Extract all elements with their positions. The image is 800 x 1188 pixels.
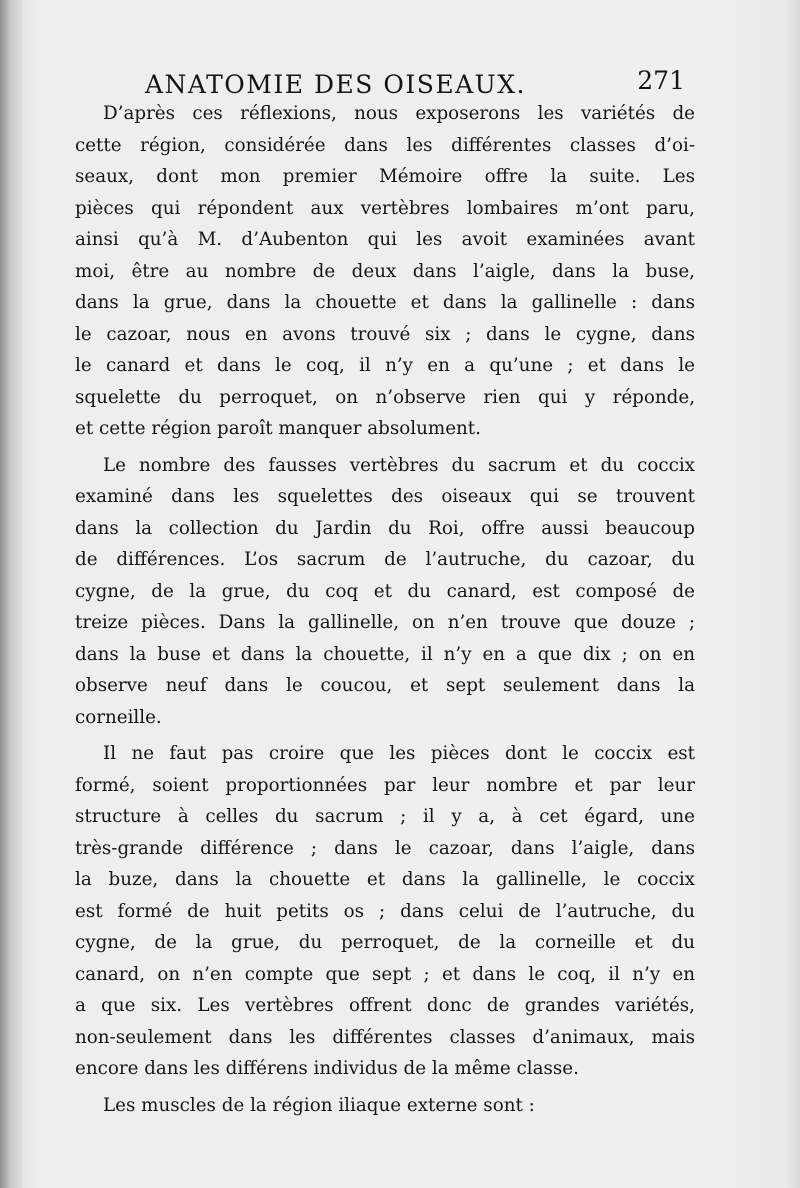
text-line: Le nombre des fausses vertèbres du sacrum et du coccix xyxy=(103,454,695,476)
paragraph-3 xyxy=(75,738,695,1085)
page-number: 271 xyxy=(637,66,685,95)
paragraph-2 xyxy=(75,450,695,734)
page-edge-shadow xyxy=(786,0,800,1188)
text-line: examiné dans les squelettes des oiseaux qui se trouvent xyxy=(75,486,695,507)
page-gutter xyxy=(0,0,22,1188)
body-text xyxy=(75,98,695,1121)
text-line: le canard et dans le coq, il n’y en a qu’une ; et dans le xyxy=(75,355,695,376)
text-line: corneille. xyxy=(75,706,162,728)
text-line: D’après ces réflexions, nous exposerons les variétés de xyxy=(103,103,695,124)
paragraph-4 xyxy=(75,1090,695,1122)
text-line: cygne, de la grue, du perroquet, de la corneille et du xyxy=(75,932,695,953)
paragraph-1 xyxy=(75,98,695,445)
text-line: canard, on n’en compte que sept ; et dans le coq, il n’y en xyxy=(75,963,695,985)
text-line: de différences. L’os sacrum de l’autruche, du cazoar, du xyxy=(75,549,695,570)
text-line: dans la collection du Jardin du Roi, offre aussi beaucoup xyxy=(75,517,695,539)
text-line: cette région, considérée dans les différentes classes d’oi- xyxy=(75,134,695,156)
text-line: encore dans les différens individus de la même classe. xyxy=(75,1058,579,1079)
text-line: a que six. Les vertèbres offrent donc de grandes variétés, xyxy=(75,995,695,1016)
text-line: formé, soient proportionnées par leur nombre et par leur xyxy=(75,774,695,796)
text-line: le cazoar, nous en avons trouvé six ; dans le cygne, dans xyxy=(75,323,695,345)
text-line: structure à celles du sacrum ; il y a, à cet égard, une xyxy=(75,806,695,827)
text-line: seaux, dont mon premier Mémoire offre la suite. Les xyxy=(75,166,695,187)
text-line: moi, être au nombre de deux dans l’aigle, dans la buse, xyxy=(75,260,695,282)
text-line: est formé de huit petits os ; dans celui de l’autruche, du xyxy=(75,900,695,922)
text-line: dans la grue, dans la chouette et dans la gallinelle : dans xyxy=(75,292,695,313)
text-line: dans la buse et dans la chouette, il n’y en a que dix ; on en xyxy=(75,643,695,665)
text-line: observe neuf dans le coucou, et sept seulement dans la xyxy=(75,675,695,696)
text-line: et cette région paroît manquer absolument. xyxy=(75,418,481,439)
text-line: non-seulement dans les différentes classes d’animaux, mais xyxy=(75,1026,695,1048)
text-line: Les muscles de la région iliaque externe sont : xyxy=(103,1094,535,1116)
text-line: squelette du perroquet, on n’observe rien qui y réponde, xyxy=(75,386,695,408)
text-line: la buze, dans la chouette et dans la gallinelle, le coccix xyxy=(75,869,695,890)
text-line: Il ne faut pas croire que les pièces dont le coccix est xyxy=(103,743,695,764)
text-line: cygne, de la grue, du coq et du canard, est composé de xyxy=(75,580,695,602)
running-head: ANATOMIE DES OISEAUX. xyxy=(145,70,526,99)
text-line: très-grande différence ; dans le cazoar, dans l’aigle, dans xyxy=(75,837,695,859)
text-line: ainsi qu’à M. d’Aubenton qui les avoit examinées avant xyxy=(75,229,695,250)
text-line: pièces qui répondent aux vertèbres lombaires m’ont paru, xyxy=(75,197,695,219)
text-line: treize pièces. Dans la gallinelle, on n’en trouve que douze ; xyxy=(75,612,695,633)
